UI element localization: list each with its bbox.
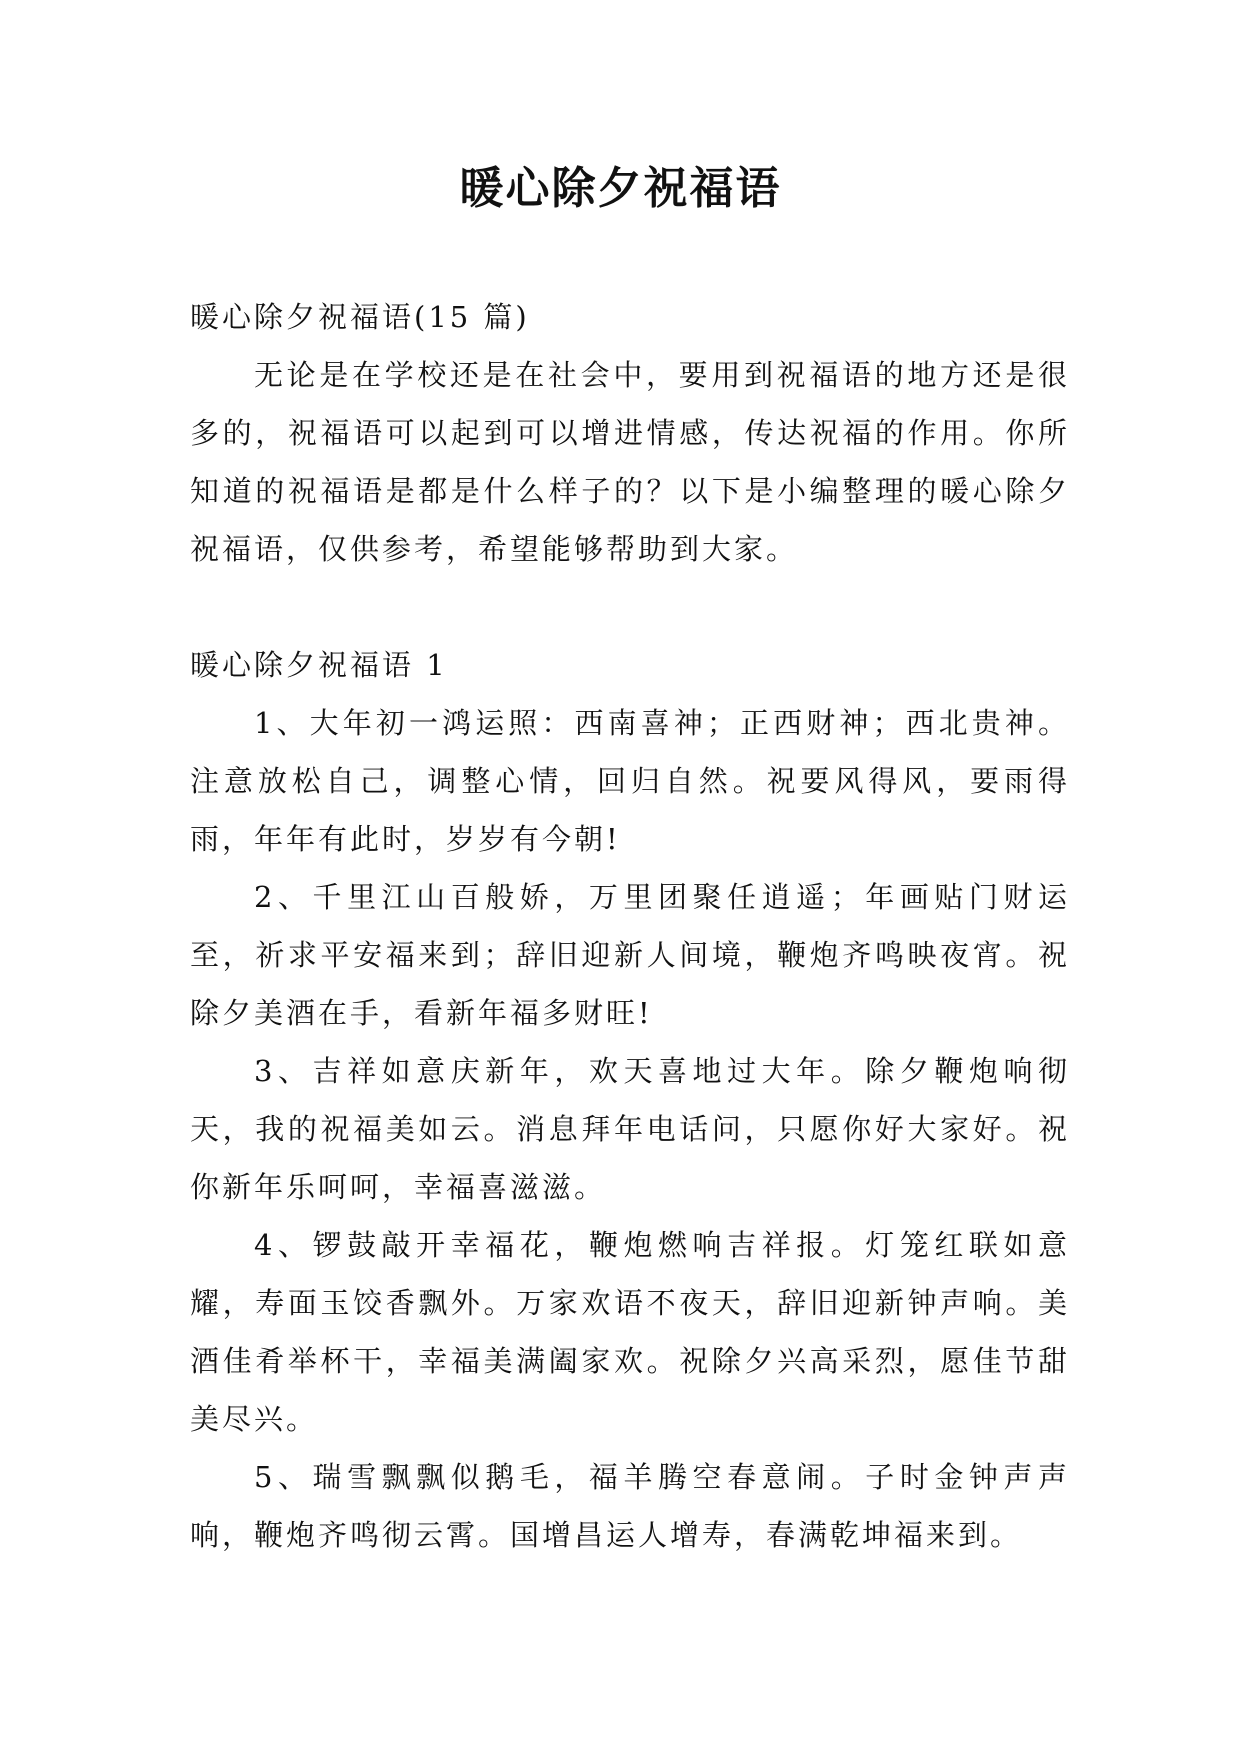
- greeting-item-4: 4、锣鼓敲开幸福花，鞭炮燃响吉祥报。灯笼红联如意耀，寿面玉饺香飘外。万家欢语不夜天，辞旧迎新钟声响。美酒佳肴举杯干，幸福美满阖家欢。祝除夕兴高采烈，愿佳节甜美尽兴。: [190, 1228, 1070, 1436]
- section-spacer: [190, 578, 1070, 636]
- greeting-item-2: 2、千里江山百般娇，万里团聚任逍遥；年画贴门财运至，祈求平安福来到；辞旧迎新人间境，鞭炮齐鸣映夜宵。祝除夕美酒在手，看新年福多财旺!: [190, 880, 1070, 1030]
- section-heading: 暖心除夕祝福语 1: [190, 648, 448, 682]
- intro-paragraph: 无论是在学校还是在社会中，要用到祝福语的地方还是很多的，祝福语可以起到可以增进情感，传达祝福的作用。你所知道的祝福语是都是什么样子的？以下是小编整理的暖心除夕祝福语，仅供参考，希望能够帮助到大家。: [190, 358, 1070, 566]
- greeting-item-3: 3、吉祥如意庆新年，欢天喜地过大年。除夕鞭炮响彻天，我的祝福美如云。消息拜年电话问，只愿你好大家好。祝你新年乐呵呵，幸福喜滋滋。: [190, 1054, 1070, 1204]
- greeting-item-1: 1、大年初一鸿运照：西南喜神；正西财神；西北贵神。注意放松自己，调整心情，回归自然。祝要风得风，要雨得雨，年年有此时，岁岁有今朝!: [190, 706, 1070, 856]
- document-body: [190, 288, 1070, 1564]
- document-subtitle: 暖心除夕祝福语(15 篇): [190, 300, 530, 334]
- document-title: 暖心除夕祝福语: [459, 163, 782, 214]
- greeting-item-5: 5、瑞雪飘飘似鹅毛，福羊腾空春意闹。子时金钟声声响，鞭炮齐鸣彻云霄。国增昌运人增寿，春满乾坤福来到。: [190, 1460, 1070, 1552]
